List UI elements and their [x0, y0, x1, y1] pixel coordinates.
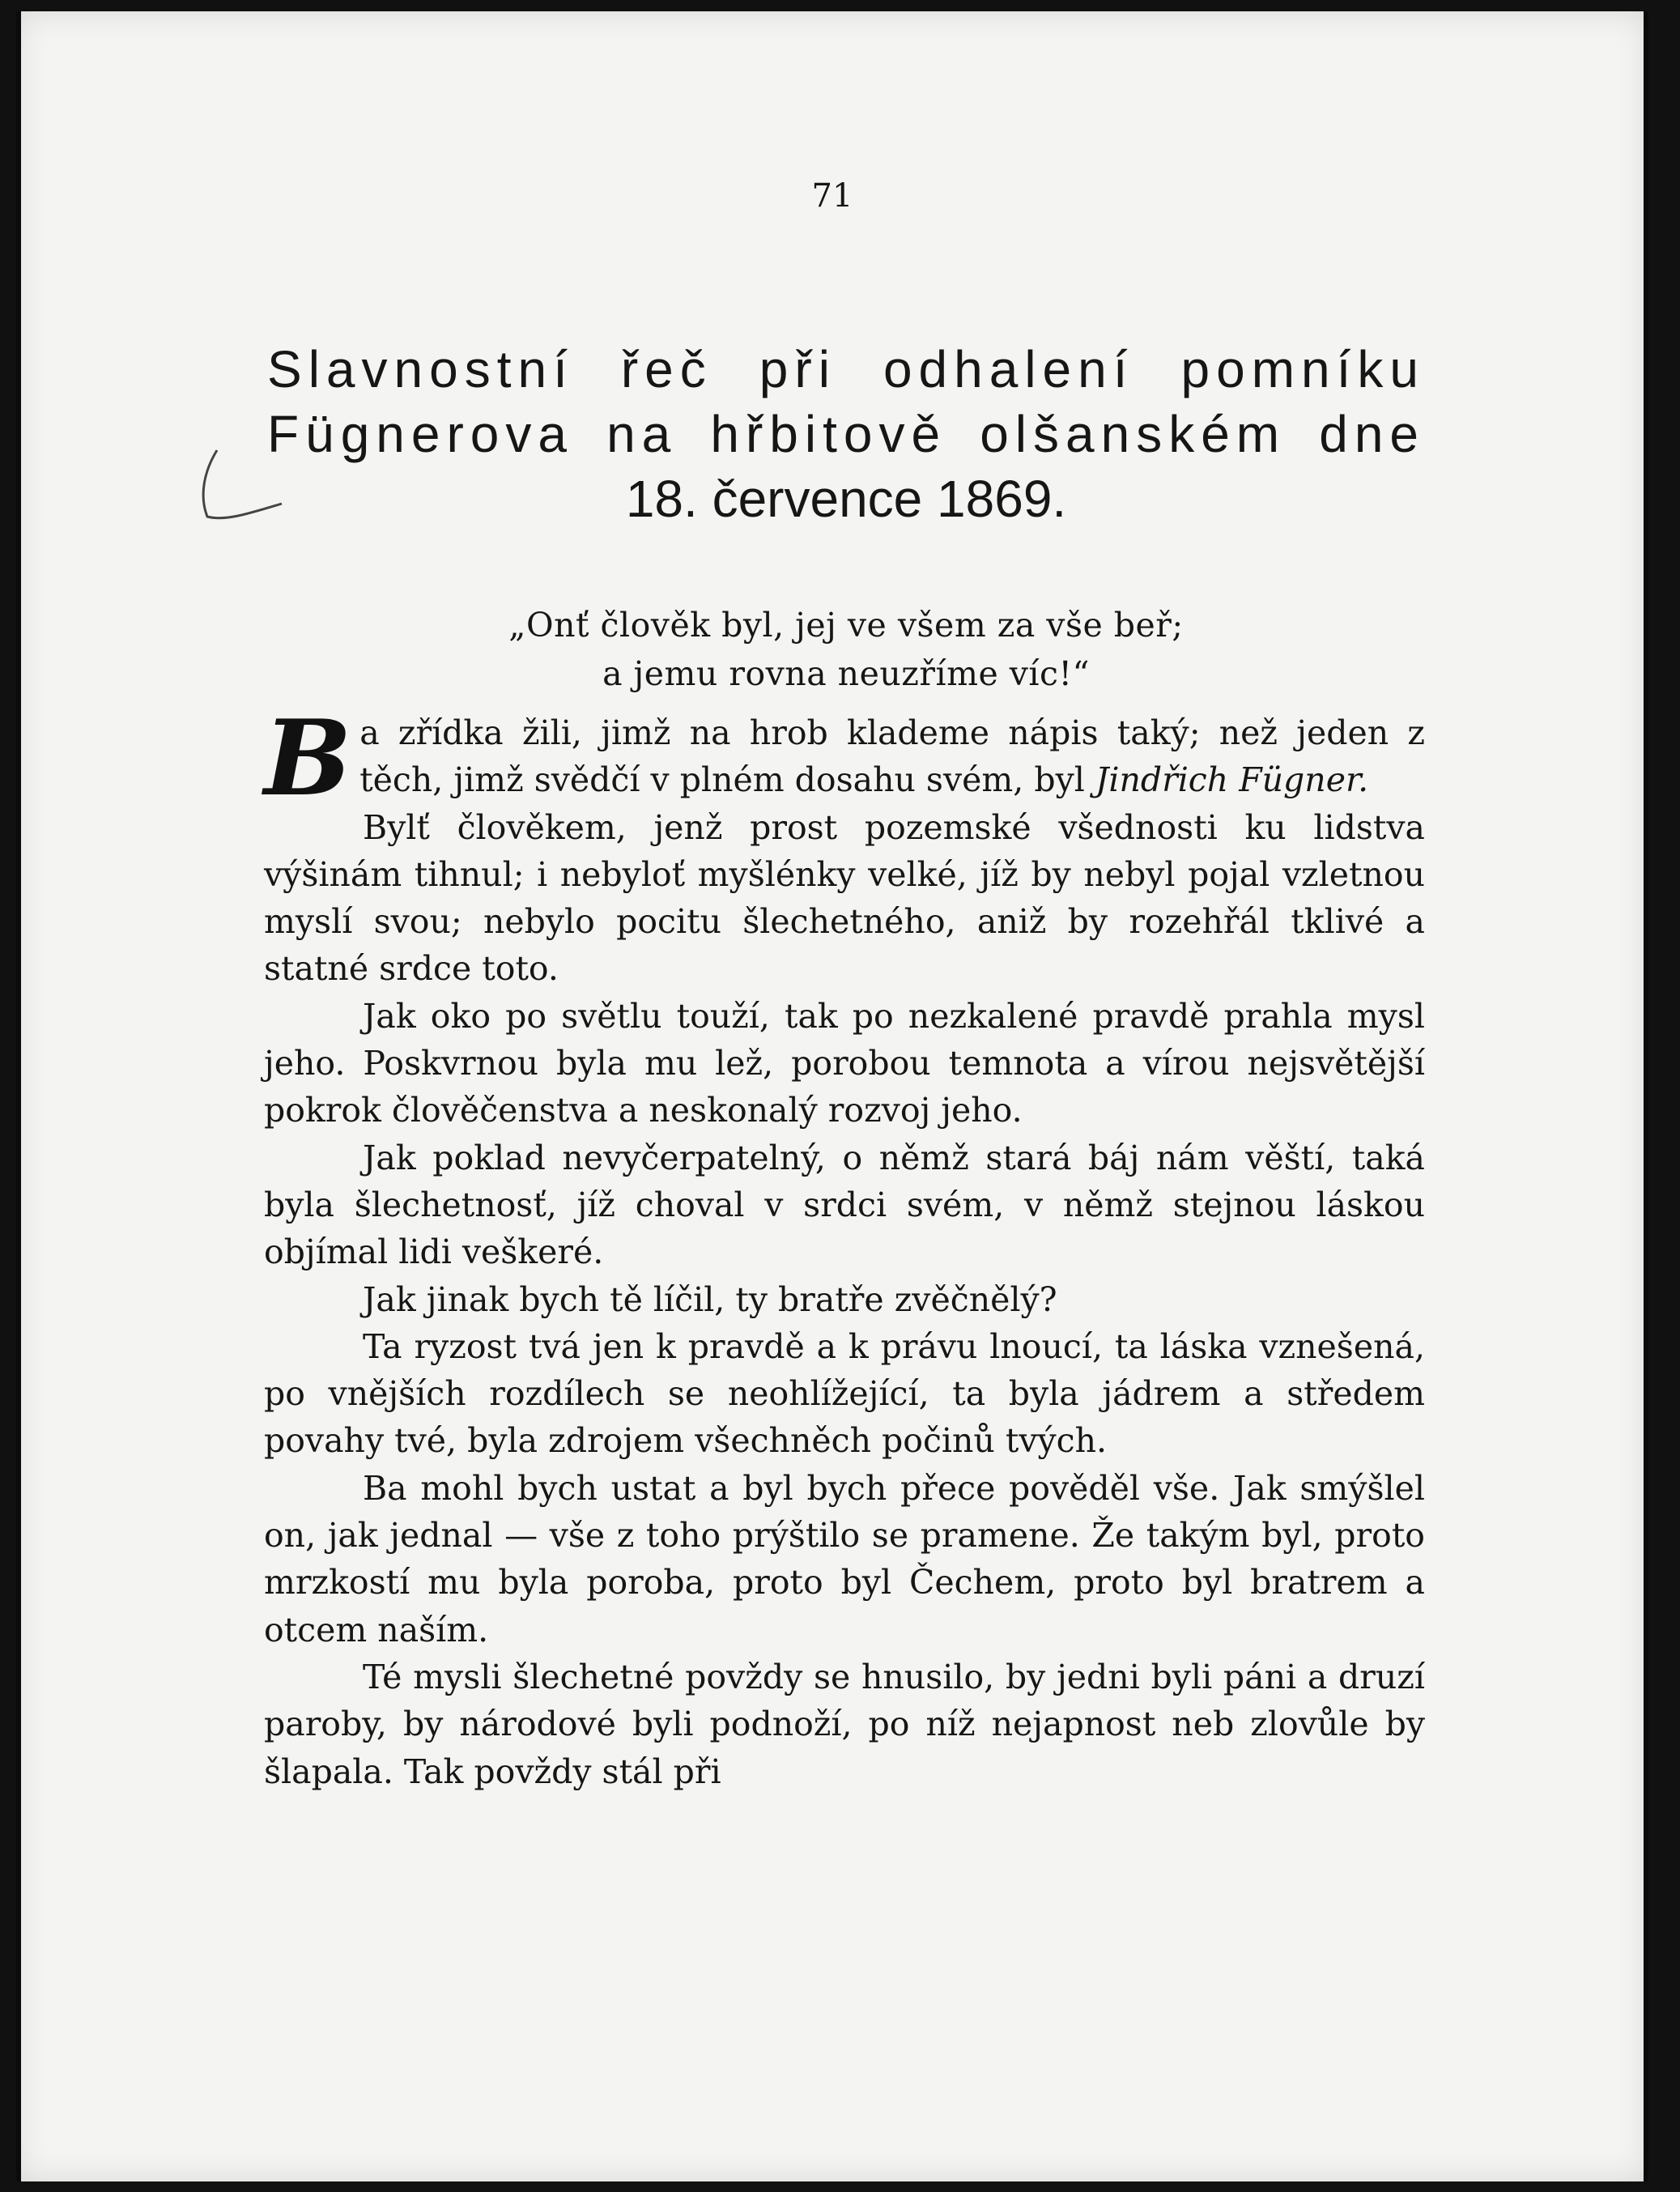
title-line-3: 18. července 1869.	[625, 470, 1067, 528]
scan-edge-left	[16, 11, 21, 2181]
epigraph	[267, 601, 1425, 698]
paragraph-1-text: a zřídka žili, jimž na hrob klademe nápis taký; než jeden z těch, jimž svědčí v plném dosahu svém, byl	[359, 713, 1425, 800]
paragraph-4: Jak poklad nevyčerpatelný, o němž stará báj nám věští, taká byla šlechetnosť, jíž choval v srdci svém, v němž stejnou láskou objímal lidi veškeré.	[264, 1138, 1425, 1272]
paragraph-5: Jak jinak bych tě líčil, ty bratře zvěčnělý?	[363, 1279, 1057, 1319]
paragraph-3: Jak oko po světlu touží, tak po nezkalené pravdě prahla mysl jeho. Poskvrnou byla mu lež, porobou temnota a vírou nejsvětější pokrok člověčenstva a neskonalý rozvoj jeho.	[264, 996, 1425, 1130]
page-number: 71	[811, 177, 853, 215]
speech-title	[267, 337, 1425, 531]
epigraph-line-2: a jemu rovna neuzříme víc!“	[602, 654, 1090, 693]
paragraph-2: Bylť člověkem, jenž prost pozemské všednosti ku lidstva výšinám tihnul; i nebyloť myšlénky velké, jíž by nebyl pojal vzletnou myslí svou; nebylo pocitu šlechetného, aniž by rozehřál tklivé a statné srdce toto.	[264, 807, 1425, 989]
scan-edge-right	[1644, 11, 1648, 2181]
paragraph-7: Ba mohl bych ustat a byl bych přece pověděl vše. Jak smýšlel on, jak jednal — vše z toho prýštilo se pramene. Že takým byl, proto mrzkostí mu byla poroba, proto byl Čechem, proto byl bratrem a otcem naším.	[264, 1468, 1425, 1649]
title-line-1: Slavnostní řeč při odhalení pomníku	[267, 340, 1425, 398]
book-page	[16, 11, 1648, 2181]
paragraph-8: Té mysli šlechetné povždy se hnusilo, by jedni byli páni a druzí paroby, by národové byli podnoží, po níž nejapnost neb zlovůle by šlapala. Tak povždy stál při	[264, 1657, 1425, 1791]
name-jindrich-fugner: Jindřich Fügner.	[1095, 760, 1369, 800]
paragraph-6: Ta ryzost tvá jen k pravdě a k právu lnoucí, ta láska vznešená, po vnějších rozdílech se neohlížející, ta byla jádrem a středem povahy tvé, byla zdrojem všechněch počinů tvých.	[264, 1326, 1425, 1461]
epigraph-line-1: „Onť člověk byl, jej ve všem za vše beř;	[508, 606, 1184, 645]
speech-body	[264, 698, 1425, 1795]
drop-cap: B	[264, 698, 352, 819]
paragraph-1	[264, 698, 1425, 819]
title-line-2: Fügnerova na hřbitově olšanském dne	[267, 405, 1425, 463]
